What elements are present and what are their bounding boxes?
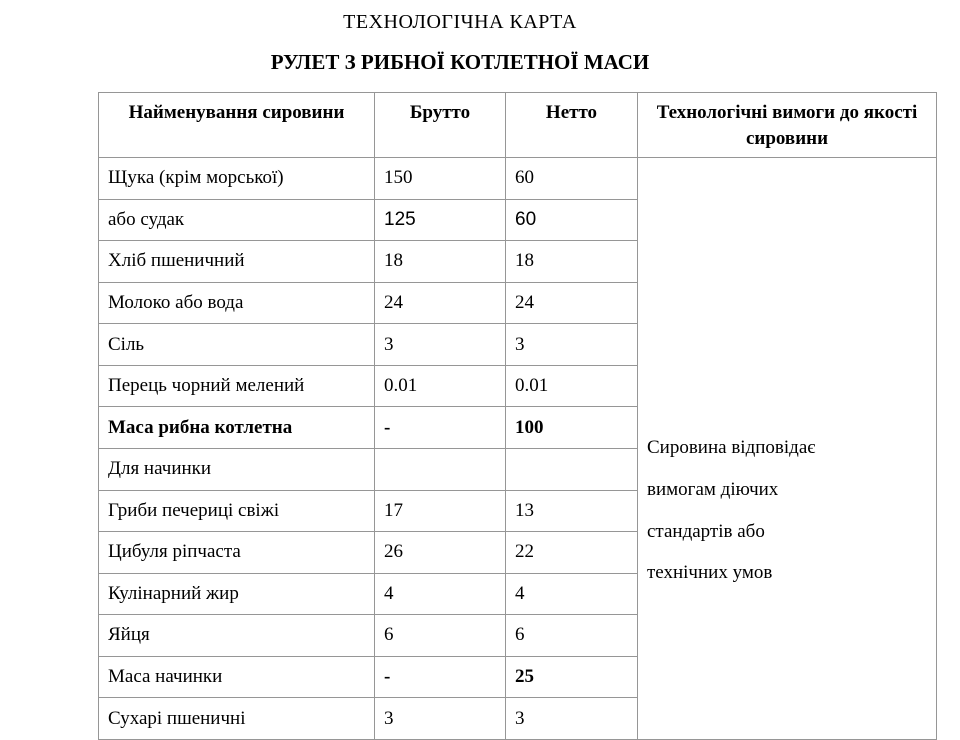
netto-cell: 18 (506, 241, 638, 283)
col-header-requirements: Технологічні вимоги до якості сировини (638, 93, 937, 158)
netto-cell: 3 (506, 324, 638, 366)
requirements-line: стандартів або (647, 520, 765, 542)
ingredient-name-cell: Хліб пшеничний (99, 241, 375, 283)
ingredient-name-cell: Маса рибна котлетна (99, 407, 375, 449)
ingredient-name-cell: Кулінарний жир (99, 573, 375, 615)
brutto-cell: - (375, 407, 506, 449)
netto-cell: 25 (506, 656, 638, 698)
ingredient-name-cell: Для начинки (99, 448, 375, 490)
brutto-cell: 150 (375, 158, 506, 200)
col-header-brutto: Брутто (375, 93, 506, 158)
netto-cell: 6 (506, 615, 638, 657)
brutto-cell: - (375, 656, 506, 698)
netto-cell: 4 (506, 573, 638, 615)
ingredient-name-cell: Перець чорний мелений (99, 365, 375, 407)
ingredient-name-cell: Молоко або вода (99, 282, 375, 324)
document-subtitle: РУЛЕТ З РИБНОЇ КОТЛЕТНОЇ МАСИ (270, 50, 650, 74)
ingredient-name-cell: Маса начинки (99, 656, 375, 698)
brutto-cell: 125 (375, 199, 506, 241)
ingredient-name-cell: або судак (99, 199, 375, 241)
ingredient-name-cell: Щука (крім морської) (99, 158, 375, 200)
netto-cell: 22 (506, 532, 638, 574)
brutto-cell: 24 (375, 282, 506, 324)
brutto-cell: 4 (375, 573, 506, 615)
netto-cell: 13 (506, 490, 638, 532)
col-header-netto: Нетто (506, 93, 638, 158)
netto-cell: 24 (506, 282, 638, 324)
netto-cell: 0.01 (506, 365, 638, 407)
brutto-cell (375, 448, 506, 490)
brutto-cell: 6 (375, 615, 506, 657)
brutto-cell: 17 (375, 490, 506, 532)
brutto-cell: 26 (375, 532, 506, 574)
requirements-line: Сировина відповідає (647, 437, 816, 459)
requirements-line: вимогам діючих (647, 479, 779, 500)
brutto-cell: 3 (375, 324, 506, 366)
col-header-name: Найменування сировини (99, 93, 375, 158)
ingredient-name-cell: Гриби печериці свіжі (99, 490, 375, 532)
requirements-spacer (647, 303, 930, 428)
ingredient-name-cell: Сухарі пшеничні (99, 698, 375, 740)
document-heading (0, 0, 920, 75)
table-header-row (99, 93, 937, 158)
table-row (99, 158, 937, 200)
netto-cell (506, 448, 638, 490)
requirements-cell (638, 158, 937, 740)
brutto-cell: 0.01 (375, 365, 506, 407)
ingredient-name-cell: Яйця (99, 615, 375, 657)
ingredient-name-cell: Цибуля ріпчаста (99, 532, 375, 574)
requirements-line: технічних умов (647, 562, 773, 584)
brutto-cell: 18 (375, 241, 506, 283)
ingredient-name-cell: Сіль (99, 324, 375, 366)
brutto-cell: 3 (375, 698, 506, 740)
ingredients-table (98, 92, 937, 740)
netto-cell: 60 (506, 199, 638, 241)
netto-cell: 60 (506, 158, 638, 200)
netto-cell: 100 (506, 407, 638, 449)
document-title: ТЕХНОЛОГІЧНА КАРТА (343, 11, 577, 33)
netto-cell: 3 (506, 698, 638, 740)
